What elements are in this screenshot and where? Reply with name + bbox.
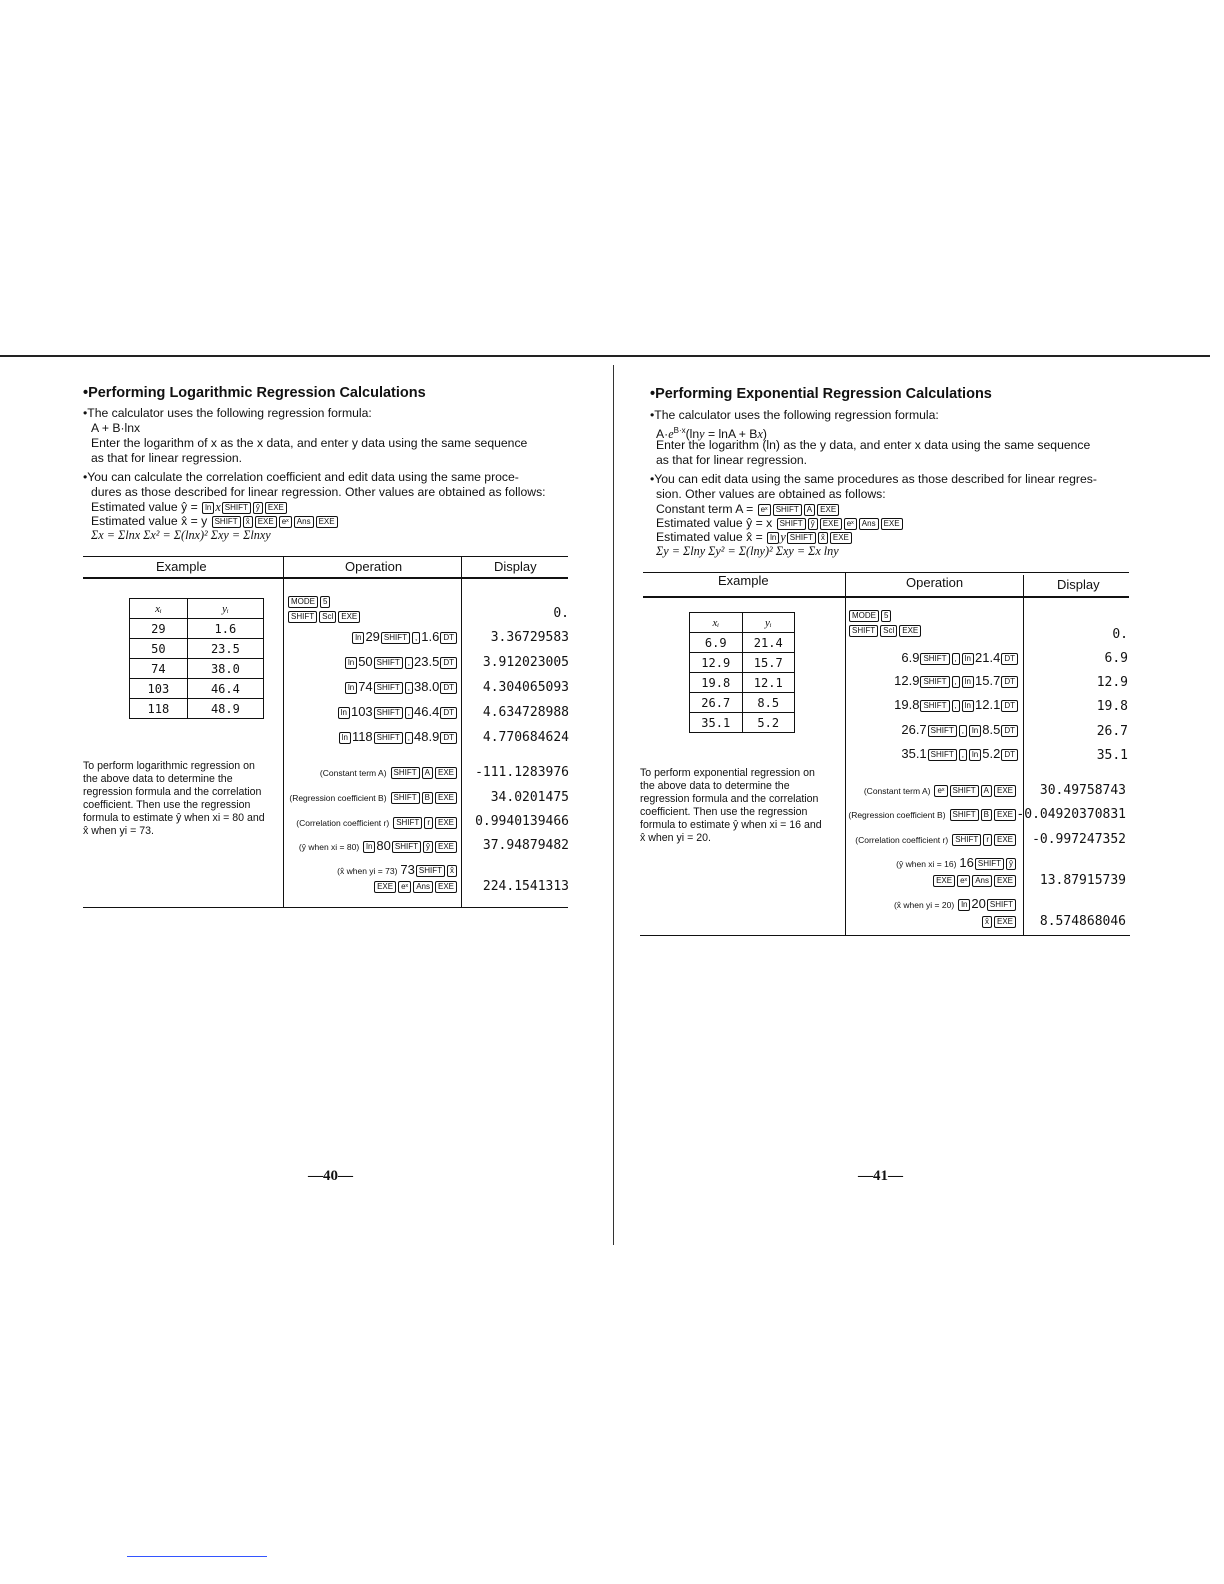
ans-key-icon: Ans [972,875,992,887]
right-example-note-3: regression formula and the correlation [640,793,819,805]
right-hdr-display: Display [1057,577,1100,592]
shift-key-icon: SHIFT [987,899,1016,911]
table-row [130,619,264,639]
cell-x: 29 [130,619,188,639]
exe-key-icon: EXE [316,516,338,528]
dt-key-icon: DT [440,707,457,719]
cell-x: 35.1 [690,713,743,733]
left-display-0: 0. [553,606,569,621]
left-sums: Σx = Σlnx Σx² = Σ(lnx)² Σxy = Σlnxy [91,528,271,542]
right-display-4: 26.7 [1096,724,1128,739]
shift-key-icon: SHIFT [393,817,422,829]
shift-key-icon: SHIFT [920,700,949,712]
left-example-note-4: coefficient. Then use the regression [83,799,251,811]
ln-key-icon: ln [363,841,375,853]
right-result-value-1: 30.49758743 [1039,783,1126,798]
right-example-note-1: To perform exponential regression on [640,767,815,779]
right-result-op-4: (ŷ when xi = 16) 16 SHIFT ŷ [896,855,1017,870]
right-display-3: 19.8 [1096,699,1128,714]
table-row [690,693,795,713]
shift-key-icon: SHIFT [374,707,403,719]
five-key-icon: 5 [881,610,891,622]
a-key-icon: A [422,767,433,779]
left-op-row-5: ln 118 SHIFT , 48.9 DT [338,729,458,744]
ln-key-icon: ln [969,725,981,737]
scl-key-icon: Scl [880,625,897,637]
result-label: (Constant term A) [319,768,387,778]
right-op-row-4: 26.7 SHIFT , ln 8.5 DT [901,722,1019,737]
mode-key-icon: MODE [849,610,879,622]
left-result-value-4: 37.94879482 [482,838,569,853]
shift-key-icon: SHIFT [222,502,251,514]
exp-key-icon: eˣ [758,504,771,516]
r-key-icon: r [983,834,992,846]
page-fold [613,365,614,1245]
mode-key-icon: MODE [288,596,318,608]
cell-y: 1.6 [187,619,263,639]
xhat-key-icon: x̂ [447,865,457,877]
table-row [690,653,795,673]
shift-key-icon: SHIFT [416,865,445,877]
a-key-icon: A [804,504,815,516]
right-enter2: as that for linear regression. [656,453,808,467]
right-bottom-rule [640,935,1130,936]
result-label: (Regression coefficient B) [848,810,946,820]
ln-key-icon: ln [352,632,364,644]
exe-key-icon: EXE [830,532,852,544]
table-header-x: xᵢ [130,599,188,619]
dt-key-icon: DT [440,682,457,694]
exe-key-icon: EXE [994,785,1016,797]
cell-y: 8.5 [742,693,795,713]
dt-key-icon: DT [1001,725,1018,737]
left-col-divider-2 [461,556,462,908]
right-result-value-3: -0.997247352 [1032,832,1126,847]
shift-key-icon: SHIFT [928,749,957,761]
left-display-5: 4.770684624 [482,730,569,745]
exe-key-icon: EXE [435,881,457,893]
exp-key-icon: eˣ [957,875,970,887]
shift-key-icon: SHIFT [928,725,957,737]
exp-key-icon: eˣ [934,785,947,797]
left-est-y-label: Estimated value ŷ = [91,500,198,514]
r-key-icon: r [424,817,433,829]
right-result-op-2 [848,806,1017,821]
right-sums: Σy = Σlny Σy² = Σ(lny)² Σxy = Σx lny [656,544,839,558]
left-display-2: 3.912023005 [482,655,569,670]
ln-key-icon: ln [202,502,214,514]
dt-key-icon: DT [440,632,457,644]
cell-x: 19.8 [690,673,743,693]
shift-key-icon: SHIFT [777,518,806,530]
result-label: (x̂ when yi = 73) [337,866,398,876]
right-result-op-6: (x̂ when yi = 20) ln 20 SHIFT [894,896,1017,911]
comma-key-icon: , [405,707,413,719]
table-row [130,639,264,659]
comma-key-icon: , [405,657,413,669]
shift-key-icon: SHIFT [920,653,949,665]
left-est-x-label: Estimated value x̂ = y [91,514,208,528]
shift-key-icon: SHIFT [374,732,403,744]
right-result-value-4: 13.87915739 [1039,873,1126,888]
left-data-table [129,598,264,719]
right-display-0: 0. [1112,627,1128,642]
exe-key-icon: EXE [435,792,457,804]
shift-key-icon: SHIFT [391,767,420,779]
exe-key-icon: EXE [255,516,277,528]
cell-y: 5.2 [742,713,795,733]
yhat-key-icon: ŷ [253,502,263,514]
cell-y: 12.1 [742,673,795,693]
exp-key-icon: eˣ [279,516,292,528]
exe-key-icon: EXE [435,841,457,853]
right-col-divider-1 [845,572,846,936]
shift-key-icon: SHIFT [374,657,403,669]
comma-key-icon: , [959,725,967,737]
shift-key-icon: SHIFT [920,676,949,688]
shift-key-icon: SHIFT [212,516,241,528]
right-example-note-4: coefficient. Then use the regression [640,806,808,818]
xhat-key-icon: x̂ [818,532,828,544]
table-row [130,679,264,699]
left-result-op-6 [373,878,458,893]
left-header-rule [83,577,568,579]
right-header-rule [643,596,1129,598]
right-result-op-1 [864,782,1017,797]
shift-key-icon: SHIFT [391,792,420,804]
exe-key-icon: EXE [338,611,360,623]
table-row [130,659,264,679]
left-example-note-6: x̂ when yi = 73. [83,825,154,837]
right-bullet1: •The calculator uses the following regression formula: [650,408,939,422]
result-label: (Constant term A) [863,786,931,796]
right-example-note-6: x̂ when yi = 20. [640,832,711,844]
exe-key-icon: EXE [817,504,839,516]
left-est-x [91,514,339,529]
left-op-row-2: ln 50 SHIFT , 23.5 DT [344,654,458,669]
dt-key-icon: DT [440,657,457,669]
right-op-row-5: 35.1 SHIFT , ln 5.2 DT [901,746,1019,761]
left-result-value-5: 224.1541313 [482,879,569,894]
scl-key-icon: Scl [319,611,336,623]
comma-key-icon: , [952,676,960,688]
left-est-y: Estimated value ŷ = ln x SHIFT ŷ EXE [91,500,288,515]
table-row [690,633,795,653]
ans-key-icon: Ans [859,518,879,530]
right-const [656,502,840,517]
comma-key-icon: , [952,653,960,665]
right-formula: $A\cdot e^{B\cdot x}(\ln y = \ln A + Bx)$ [656,426,767,442]
right-display-1: 6.9 [1104,651,1128,666]
dt-key-icon: DT [1001,700,1018,712]
comma-key-icon: , [405,682,413,694]
exe-key-icon: EXE [435,767,457,779]
left-result-op-3 [296,814,458,829]
left-header-top-rule [83,556,568,557]
exe-key-icon: EXE [881,518,903,530]
shift-key-icon: SHIFT [288,611,317,623]
ln-key-icon: ln [969,749,981,761]
left-example-note-3: regression formula and the correlation [83,786,262,798]
left-result-value-2: 34.0201475 [490,790,569,805]
left-op-setup2 [287,608,361,623]
table-row [130,699,264,719]
ln-key-icon: ln [345,657,357,669]
left-hdr-display: Display [494,559,537,574]
exe-key-icon: EXE [994,875,1016,887]
right-const-label: Constant term A = [656,502,754,516]
shift-key-icon: SHIFT [381,632,410,644]
result-label: (ŷ when xi = 80) [298,842,360,852]
right-result-value-2: -0.04920370831 [1016,807,1126,822]
cell-x: 103 [130,679,188,699]
cell-y: 21.4 [742,633,795,653]
shift-key-icon: SHIFT [950,785,979,797]
five-key-icon: 5 [320,596,330,608]
right-bullet2a: •You can edit data using the same procedures as those described for linear regres- [650,472,1097,486]
cell-x: 74 [130,659,188,679]
right-op-setup2 [848,622,922,637]
ln-key-icon: ln [338,707,350,719]
right-est-x-label: Estimated value x̂ = [656,530,763,544]
left-bullet1: •The calculator uses the following regression formula: [83,406,372,420]
left-title: •Performing Logarithmic Regression Calculations [83,385,426,401]
right-example-note-5: formula to estimate ŷ when xi = 16 and [640,819,822,831]
ln-key-icon: ln [962,653,974,665]
exe-key-icon: EXE [374,881,396,893]
right-example-note-2: the above data to determine the [640,780,790,792]
table-header-y: yᵢ [187,599,263,619]
a-key-icon: A [981,785,992,797]
left-result-value-1: -111.1283976 [475,765,569,780]
dt-key-icon: DT [440,732,457,744]
exe-key-icon: EXE [933,875,955,887]
right-data-table [689,612,795,733]
left-result-op-2 [289,789,458,804]
ln-key-icon: ln [958,899,970,911]
yhat-key-icon: ŷ [423,841,433,853]
left-op-row-1: ln 29 SHIFT , 1.6 DT [351,629,458,644]
shift-key-icon: SHIFT [773,504,802,516]
left-op-row-3: ln 74 SHIFT , 38.0 DT [344,679,458,694]
right-est-y [656,516,904,531]
left-op-setup1 [287,593,331,608]
right-header-top-rule [643,572,1129,573]
right-enter1: Enter the logarithm (ln) as the y data, and enter x data using the same sequence [656,438,1091,452]
result-label: (x̂ when yi = 20) [893,900,955,910]
cell-x: 6.9 [690,633,743,653]
left-result-op-4: (ŷ when xi = 80) ln 80 SHIFT ŷ EXE [299,838,458,853]
right-hdr-example: Example [718,573,769,588]
result-label: (Correlation coefficient r) [855,835,949,845]
top-scan-border [0,355,1210,357]
left-enter2: as that for linear regression. [91,451,243,465]
ln-key-icon: ln [767,532,779,544]
exe-key-icon: EXE [994,834,1016,846]
right-est-x: Estimated value x̂ = ln y SHIFT x̂ EXE [656,530,853,545]
cell-x: 50 [130,639,188,659]
table-header-x: xᵢ [690,613,743,633]
bottom-link-underline [127,1556,267,1557]
cell-x: 118 [130,699,188,719]
left-bullet2b: dures as those described for linear regression. Other values are obtained as follows: [91,485,546,499]
left-example-note-1: To perform logarithmic regression on [83,760,255,772]
result-label: (Correlation coefficient r) [296,818,390,828]
ln-key-icon: ln [345,682,357,694]
ln-key-icon: ln [339,732,351,744]
left-hdr-example: Example [156,559,207,574]
right-bullet2b: sion. Other values are obtained as follows: [656,487,886,501]
b-key-icon: B [981,809,992,821]
cell-y: 46.4 [187,679,263,699]
right-title: •Performing Exponential Regression Calculations [650,386,992,402]
exp-key-icon: eˣ [844,518,857,530]
yhat-key-icon: ŷ [808,518,818,530]
dt-key-icon: DT [1001,676,1018,688]
ans-key-icon: Ans [294,516,314,528]
comma-key-icon: , [959,749,967,761]
table-header-y: yᵢ [742,613,795,633]
exe-key-icon: EXE [899,625,921,637]
dt-key-icon: DT [1001,653,1018,665]
shift-key-icon: SHIFT [787,532,816,544]
comma-key-icon: , [952,700,960,712]
shift-key-icon: SHIFT [849,625,878,637]
right-op-row-2: 12.9 SHIFT , ln 15.7 DT [894,673,1019,688]
left-display-4: 4.634728988 [482,705,569,720]
result-label: (ŷ when xi = 16) [896,859,957,869]
right-op-row-1: 6.9 SHIFT , ln 21.4 DT [901,650,1019,665]
shift-key-icon: SHIFT [392,841,421,853]
exe-key-icon: EXE [265,502,287,514]
right-result-op-5 [932,872,1017,887]
exe-key-icon: EXE [994,809,1016,821]
dt-key-icon: DT [1001,749,1018,761]
left-bullet2a: •You can calculate the correlation coefficient and edit data using the same proce- [83,470,519,484]
exe-key-icon: EXE [994,916,1016,928]
left-result-op-5: (x̂ when yi = 73) 73 SHIFT x̂ [337,862,458,877]
right-result-op-3 [855,831,1017,846]
xhat-key-icon: x̂ [243,516,253,528]
exe-key-icon: EXE [435,817,457,829]
left-bottom-rule [83,907,568,908]
table-row [690,713,795,733]
right-result-op-7 [981,913,1017,928]
left-formula: A + B·lnx [91,421,141,435]
ans-key-icon: Ans [413,881,433,893]
shift-key-icon: SHIFT [374,682,403,694]
cell-y: 23.5 [187,639,263,659]
left-display-1: 3.36729583 [490,630,569,645]
right-op-row-3: 19.8 SHIFT , ln 12.1 DT [894,697,1019,712]
shift-key-icon: SHIFT [952,834,981,846]
exp-key-icon: eˣ [398,881,411,893]
right-result-value-5: 8.574868046 [1039,914,1126,929]
page-number-left: —40— [308,1168,353,1184]
exe-key-icon: EXE [820,518,842,530]
left-example-note-5: formula to estimate ŷ when xi = 80 and [83,812,265,824]
comma-key-icon: , [405,732,413,744]
right-op-setup1 [848,607,892,622]
left-result-op-1 [320,764,458,779]
xhat-key-icon: x̂ [982,916,992,928]
shift-key-icon: SHIFT [950,809,979,821]
left-enter1: Enter the logarithm of x as the x data, and enter y data using the same sequence [91,436,528,450]
right-display-2: 12.9 [1096,675,1128,690]
left-op-row-4: ln 103 SHIFT , 46.4 DT [337,704,458,719]
left-hdr-operation: Operation [345,559,403,574]
cell-y: 48.9 [187,699,263,719]
cell-x: 26.7 [690,693,743,713]
page-number-right: —41— [858,1168,903,1184]
left-example-note-2: the above data to determine the [83,773,233,785]
right-display-5: 35.1 [1096,748,1128,763]
ln-key-icon: ln [962,700,974,712]
table-row [690,673,795,693]
left-col-divider-1 [283,556,284,908]
cell-y: 15.7 [742,653,795,673]
right-col-divider-2 [1023,575,1024,936]
cell-x: 12.9 [690,653,743,673]
left-display-3: 4.304065093 [482,680,569,695]
ln-key-icon: ln [962,676,974,688]
shift-key-icon: SHIFT [975,858,1004,870]
yhat-key-icon: ŷ [1006,858,1016,870]
right-hdr-operation: Operation [906,575,964,590]
comma-key-icon: , [412,632,420,644]
result-label: (Regression coefficient B) [289,793,387,803]
left-result-value-3: 0.9940139466 [475,814,569,829]
right-est-y-label: Estimated value ŷ = x [656,516,773,530]
b-key-icon: B [422,792,433,804]
cell-y: 38.0 [187,659,263,679]
